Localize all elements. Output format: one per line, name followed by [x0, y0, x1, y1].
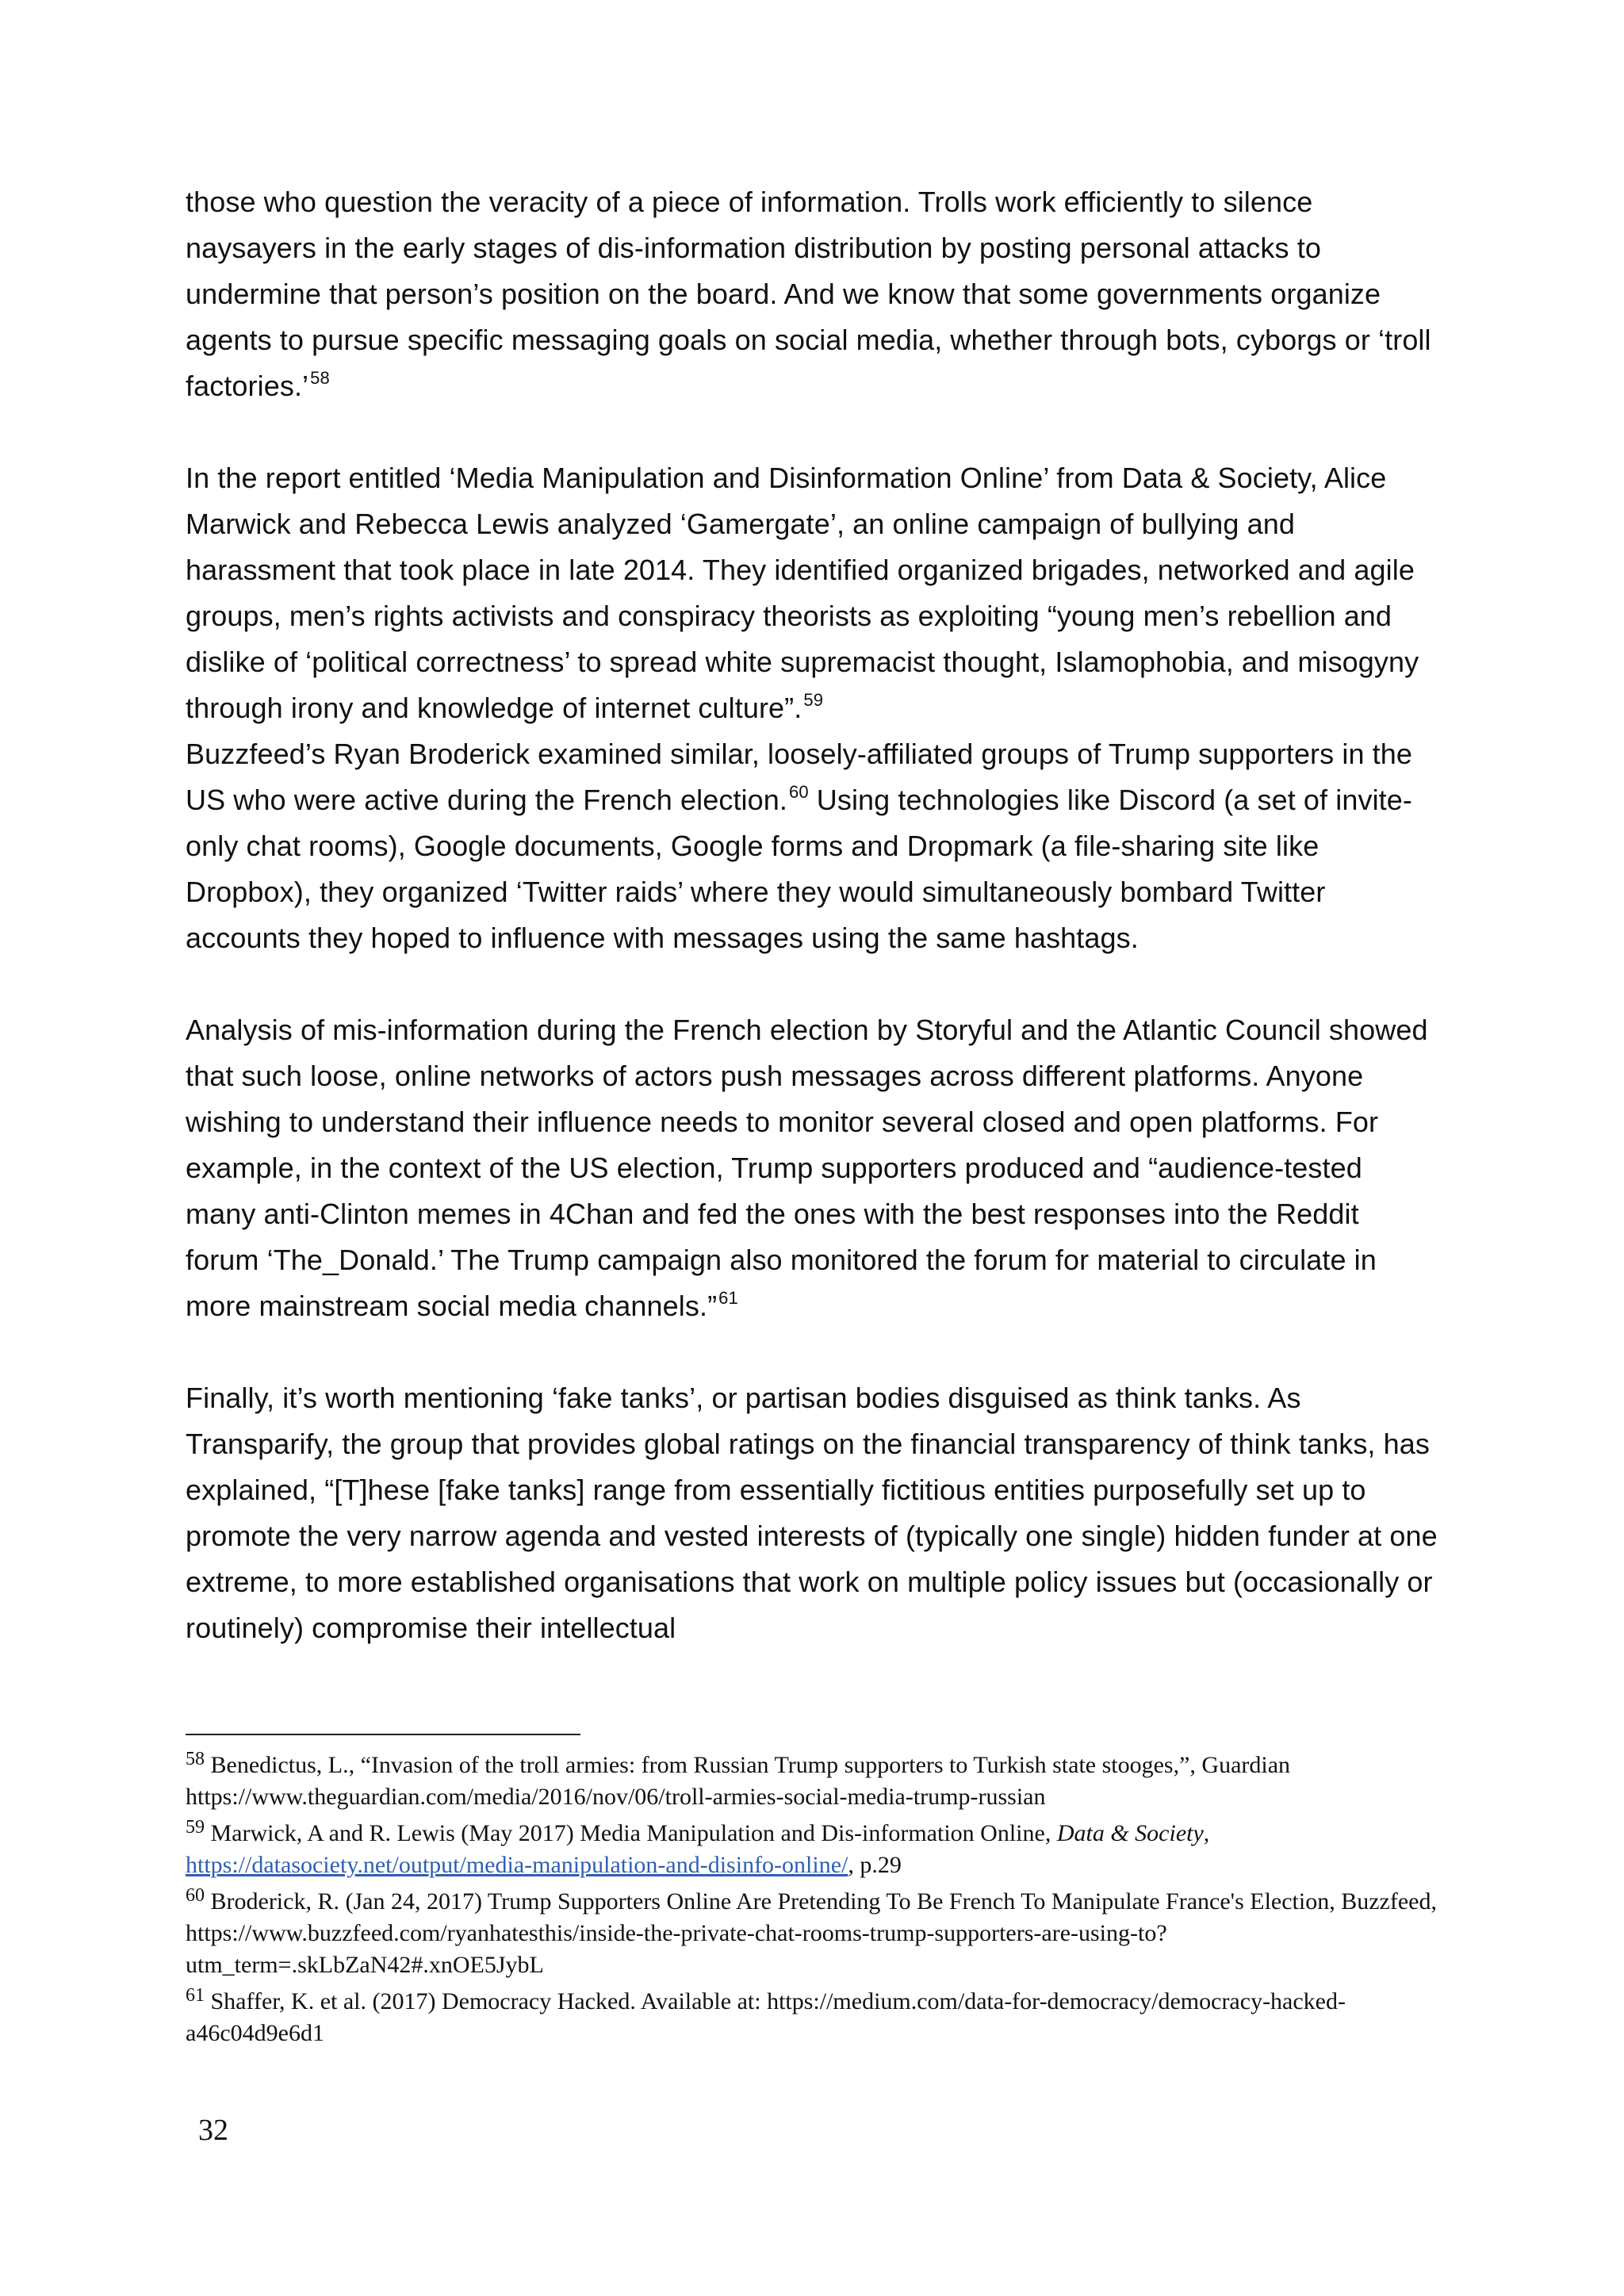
footnote-number: 61: [186, 1985, 205, 2006]
paragraph-text: Analysis of mis-information during the French election by Storyful and the Atlantic Council showed that such loose, online networks of actors push messages across different platforms. Anyone wishing to understand their influence needs to monitor several closed and open platforms. For example, in the context of the US election, Trump supporters produced and “audience-tested many anti-Clinton memes in 4Chan and fed the ones with the best responses into the Reddit forum ‘The_Donald.’ The Trump campaign also monitored the forum for material to circulate in more mainstream social media channels.”: [186, 1014, 1428, 1322]
footnote-publication: Data & Society: [1056, 1820, 1204, 1846]
footnote-ref-60: 60: [788, 782, 809, 802]
footnote-text: Shaffer, K. et al. (2017) Democracy Hacked. Available at: https://medium.com/data-for-democracy/democracy-hacked-a46c04d9e6d1: [186, 1988, 1346, 2046]
footnote-number: 60: [186, 1885, 205, 1906]
footnote-text: Marwick, A and R. Lewis (May 2017) Media Manipulation and Dis-information Online,: [205, 1820, 1057, 1846]
footnote-text: Benedictus, L., “Invasion of the troll armies: from Russian Trump supporters to Turkish state stooges,”, Guardian https://www.theguardian.com/media/2016/nov/06/troll-armies-social-media-trump-russian: [186, 1752, 1291, 1810]
footnote-61: [186, 1986, 1446, 2049]
footnote-text: Broderick, R. (Jan 24, 2017) Trump Supporters Online Are Pretending To Be French To Manipulate France's Election, Buzzfeed, https://www.buzzfeed.com/ryanhatesthis/inside-the-private-chat-rooms-trump-supporters-are-using-to?utm_term=.skLbZaN42#.xnOE5JybL: [186, 1888, 1437, 1978]
page-number: 32: [198, 2114, 228, 2147]
footnote-ref-61: 61: [718, 1288, 738, 1308]
body-text: [186, 179, 1438, 1651]
footnote-link[interactable]: https://datasociety.net/output/media-manipulation-and-disinfo-online/: [186, 1852, 848, 1878]
footnote-text: , p.29: [848, 1852, 902, 1878]
paragraph-trolls: [186, 179, 1438, 409]
footnote-58: [186, 1750, 1446, 1813]
footnote-ref-59: 59: [803, 690, 824, 710]
paragraph-french-election: [186, 1007, 1438, 1329]
paragraph-gamergate: [186, 455, 1438, 731]
footnote-60: [186, 1886, 1446, 1981]
footnote-ref-58: 58: [310, 368, 330, 388]
footnote-number: 58: [186, 1749, 205, 1769]
footnote-59: [186, 1818, 1446, 1881]
paragraph-text: Buzzfeed’s Ryan Broderick examined similar, loosely-affiliated groups of Trump supporters in the US who were active during the French election.: [186, 738, 1413, 816]
footnote-separator: [186, 1734, 580, 1735]
paragraph-fake-tanks: [186, 1375, 1438, 1651]
paragraph-text: Finally, it’s worth mentioning ‘fake tanks’, or partisan bodies disguised as think tanks. As Transparify, the group that provides global ratings on the financial transparency of think tanks, has explained, “[T]hese [fake tanks] range from essentially fictitious entities purposefully set up to promote the very narrow agenda and vested interests of (typically one single) hidden funder at one extreme, to more established organisations that work on multiple policy issues but (occasionally or routinely) compromise their intellectual: [186, 1382, 1438, 1644]
paragraph-text: Using technologies like Discord (a set of invite-only chat rooms), Google documents, Google forms and Dropmark (a file-sharing site like Dropbox), they organized ‘Twitter raids’ where they would simultaneously bombard Twitter accounts they hoped to influence with messages using the same hashtags.: [186, 784, 1412, 954]
paragraph-text: In the report entitled ‘Media Manipulation and Disinformation Online’ from Data & Society, Alice Marwick and Rebecca Lewis analyzed ‘Gamergate’, an online campaign of bullying and harassment that took place in late 2014. They identified organized brigades, networked and agile groups, men’s rights activists and conspiracy theorists as exploiting “young men’s rebellion and dislike of ‘political correctness’ to spread white supremacist thought, Islamophobia, and misogyny through irony and knowledge of internet culture”.: [186, 462, 1419, 724]
paragraph-buzzfeed: [186, 731, 1438, 961]
paragraph-text: those who question the veracity of a piece of information. Trolls work efficiently to silence naysayers in the early stages of dis-information distribution by posting personal attacks to undermine that person’s position on the board. And we know that some governments organize agents to pursue specific messaging goals on social media, whether through bots, cyborgs or ‘troll factories.’: [186, 186, 1431, 402]
footnote-number: 59: [186, 1817, 205, 1838]
footnote-comma: ,: [1203, 1820, 1210, 1846]
footnotes: [186, 1750, 1446, 2054]
